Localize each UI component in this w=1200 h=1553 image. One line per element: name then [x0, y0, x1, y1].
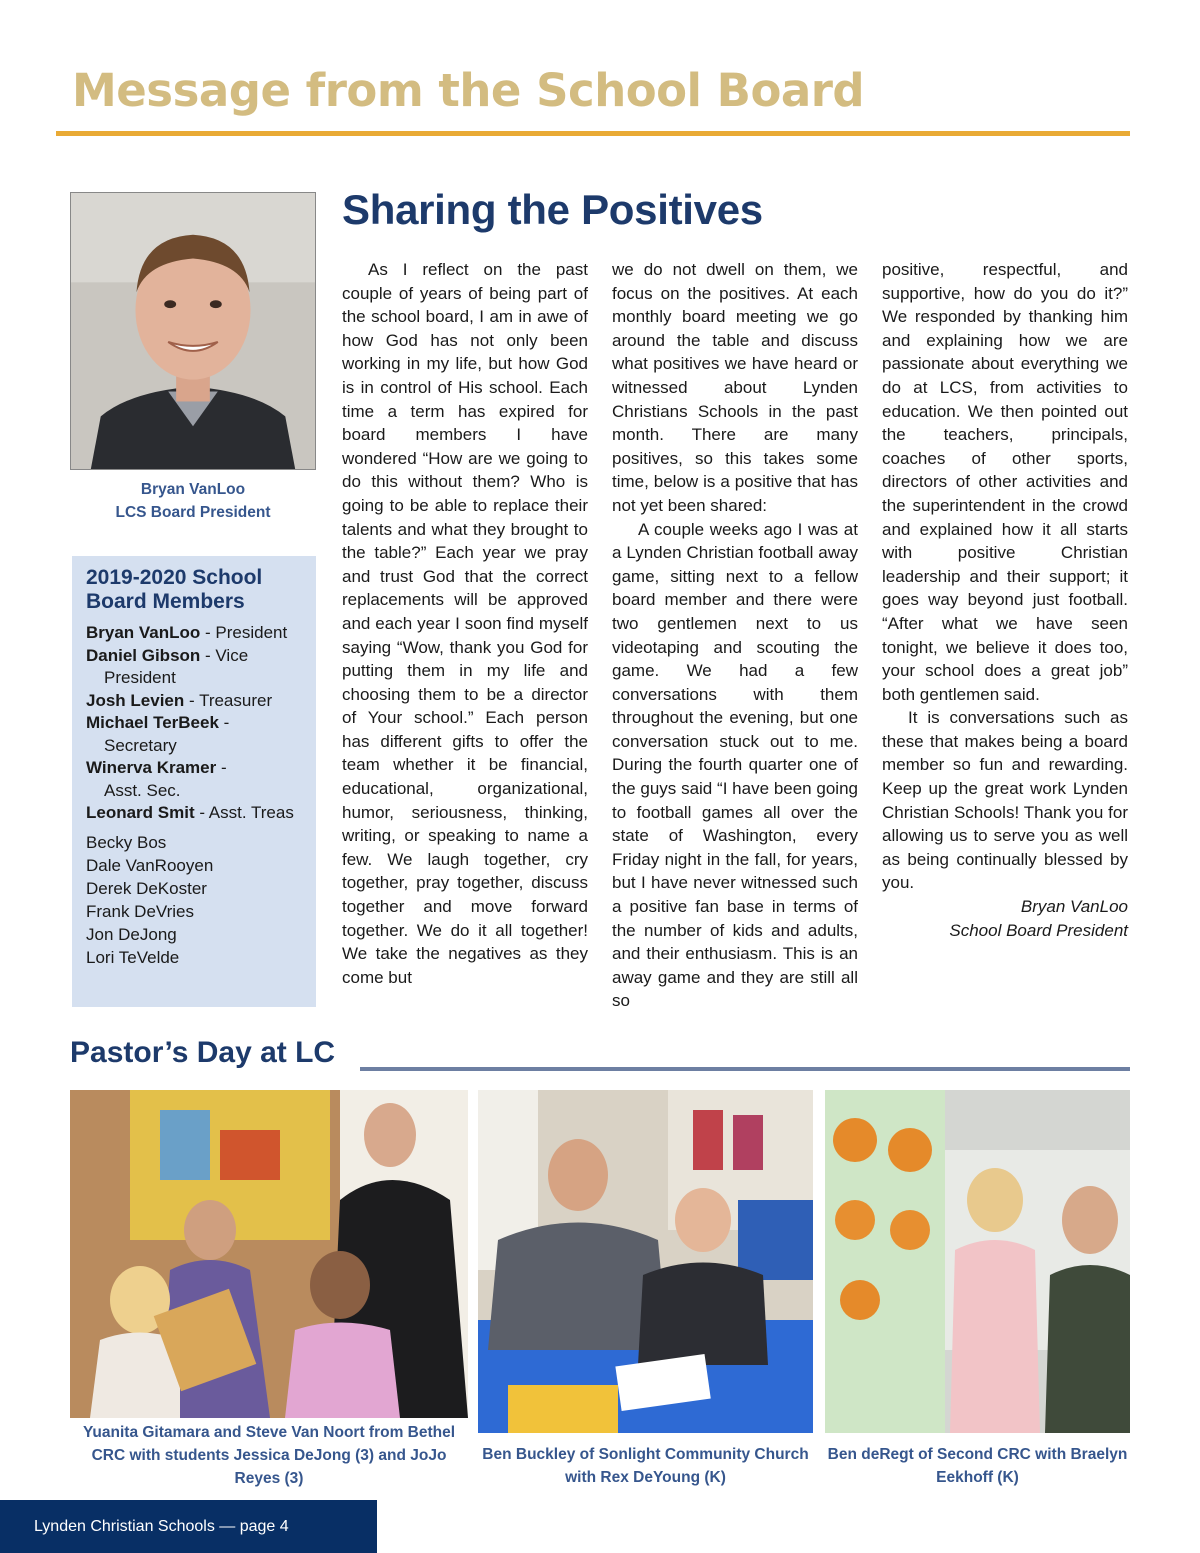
photo-1-caption: Yuanita Gitamara and Steve Van Noort from Bethel CRC with students Jessica DeJong (3) and JoJo Reyes (3): [82, 1424, 456, 1487]
page-banner-title: Message from the School Board: [72, 64, 865, 117]
board-president-photo: [70, 192, 316, 470]
article-column-2: [612, 258, 858, 1013]
board-member: Derek DeKoster: [86, 878, 207, 898]
portrait-name: Bryan VanLoo: [140, 481, 246, 498]
board-members-list: [86, 831, 316, 969]
article-column-3: [882, 258, 1128, 942]
article-paragraph: A couple weeks ago I was at a Lynden Christian football away game, sitting next to a fellow board member and there were two gentlemen next to us videotaping and scouting the game. We had a few conversations with them throughout the evening, but one conversation stuck out to me. During the fourth quarter one of the guys said “I have been going to football games all over the state of Washington, every Friday night in the fall, for years, but I have never witnessed such a positive fan base in terms of the number of kids and adults, and their enthusiasm. This is an away game and they are still all so: [612, 519, 858, 1011]
board-member: Lori TeVelde: [86, 947, 180, 967]
pastors-day-photo-1: [70, 1090, 468, 1418]
pastors-day-divider: [360, 1067, 1130, 1071]
pastors-day-photo-3: [825, 1090, 1130, 1433]
photo-3-caption: Ben deRegt of Second CRC with Braelyn Eekhoff (K): [827, 1446, 1128, 1486]
board-officer-name: Leonard Smit: [86, 803, 195, 822]
board-member: Dale VanRooyen: [86, 855, 214, 875]
portrait-caption: [70, 478, 316, 524]
board-officer-name: Michael TerBeek: [86, 713, 219, 732]
board-officer: [86, 645, 316, 690]
article-paragraph: It is conversations such as these that makes being a board member so fun and rewarding. Keep up the great work Lynden Christian Schools! Thank you for allowing us to serve you as well as being continually blessed by you.: [882, 708, 1128, 893]
board-officer-role: - President: [200, 623, 288, 642]
article-paragraph: positive, respectful, and supportive, how do you do it?” We responded by thanking him and explaining how we are passionate about everything we do at LCS, from activities to education. We then pointed out the teachers, principals, coaches of other sports, directors of other activities and the superintendent in the crowd and explained how it all starts with positive Christian leadership and their support; it goes way beyond just football. “After what we have seen tonight, we believe it does too, your school does a great job” both gentlemen said.: [882, 260, 1128, 704]
article-column-1: [342, 258, 588, 989]
article-paragraph: As I reflect on the past couple of years of being part of the school board, I am in awe of how God has not only been working in my life, but how God is in control of His school. Each time a term has expired for board members I have wondered “How are we going to do this without them? Who is going to be able to replace their talents and what they brought to the table?” Each year we pray and trust God that the correct replacements will be approved and each year I soon find myself saying “Wow, thank you God for putting them in my life and choosing them to be a director of Your school.” Each person has different gifts to offer the team whether it be financial, educational, organizational, humor, seriousness, thinking, writing, or speaking to name a few. We laugh together, cry together, pray together, discuss together and move forward together. We do it all together! We take the negatives as they come but: [342, 260, 588, 987]
board-officer: [86, 802, 316, 825]
board-officer: [86, 757, 316, 802]
board-officer: [86, 712, 316, 757]
page-footer: Lynden Christian Schools — page 4: [0, 1500, 377, 1553]
board-officer: [86, 690, 316, 713]
article-paragraph: we do not dwell on them, we focus on the positives. At each monthly board meeting we go around the table and discuss what positives we have heard or witnessed about Lynden Christians Schools in the past month. There are many positives, so this takes some time, below is a positive that has not yet been shared:: [612, 260, 858, 515]
board-officer-role-cont: Secretary: [104, 735, 177, 755]
board-officer-role-cont: President: [104, 668, 176, 687]
board-officer: [86, 622, 316, 645]
board-member: Jon DeJong: [86, 924, 177, 944]
board-officer-name: Daniel Gibson: [86, 645, 201, 665]
pastors-day-title: Pastor’s Day at LC: [70, 1036, 336, 1069]
board-officer-name: Winerva Kramer: [86, 758, 217, 777]
board-officer-role-cont: Asst. Sec.: [104, 780, 181, 800]
board-officer-name: Bryan VanLoo: [86, 623, 201, 642]
board-officers-list: [86, 622, 316, 825]
board-officer-role: -: [218, 713, 230, 732]
portrait-title: LCS Board President: [115, 504, 271, 521]
banner-divider: [56, 131, 1130, 136]
signature-title: School Board President: [949, 920, 1128, 940]
board-member: Becky Bos: [86, 832, 167, 852]
photo-2-caption: Ben Buckley of Sonlight Community Church with Rex DeYoung (K): [482, 1446, 809, 1486]
board-officer-role: - Treasurer: [184, 690, 273, 710]
board-officer-name: Josh Levien: [86, 690, 185, 710]
board-member: Frank DeVries: [86, 901, 195, 921]
board-officer-role: -: [216, 758, 227, 777]
signature-name: Bryan VanLoo: [1020, 897, 1128, 917]
board-officer-role: - Vice: [200, 645, 249, 665]
board-members-box: [72, 556, 316, 1007]
board-officer-role: - Asst. Treas: [194, 803, 294, 822]
board-members-heading: 2019-2020 School Board Members: [86, 566, 263, 613]
pastors-day-photo-2: [478, 1090, 813, 1433]
article-title: Sharing the Positives: [342, 186, 763, 233]
